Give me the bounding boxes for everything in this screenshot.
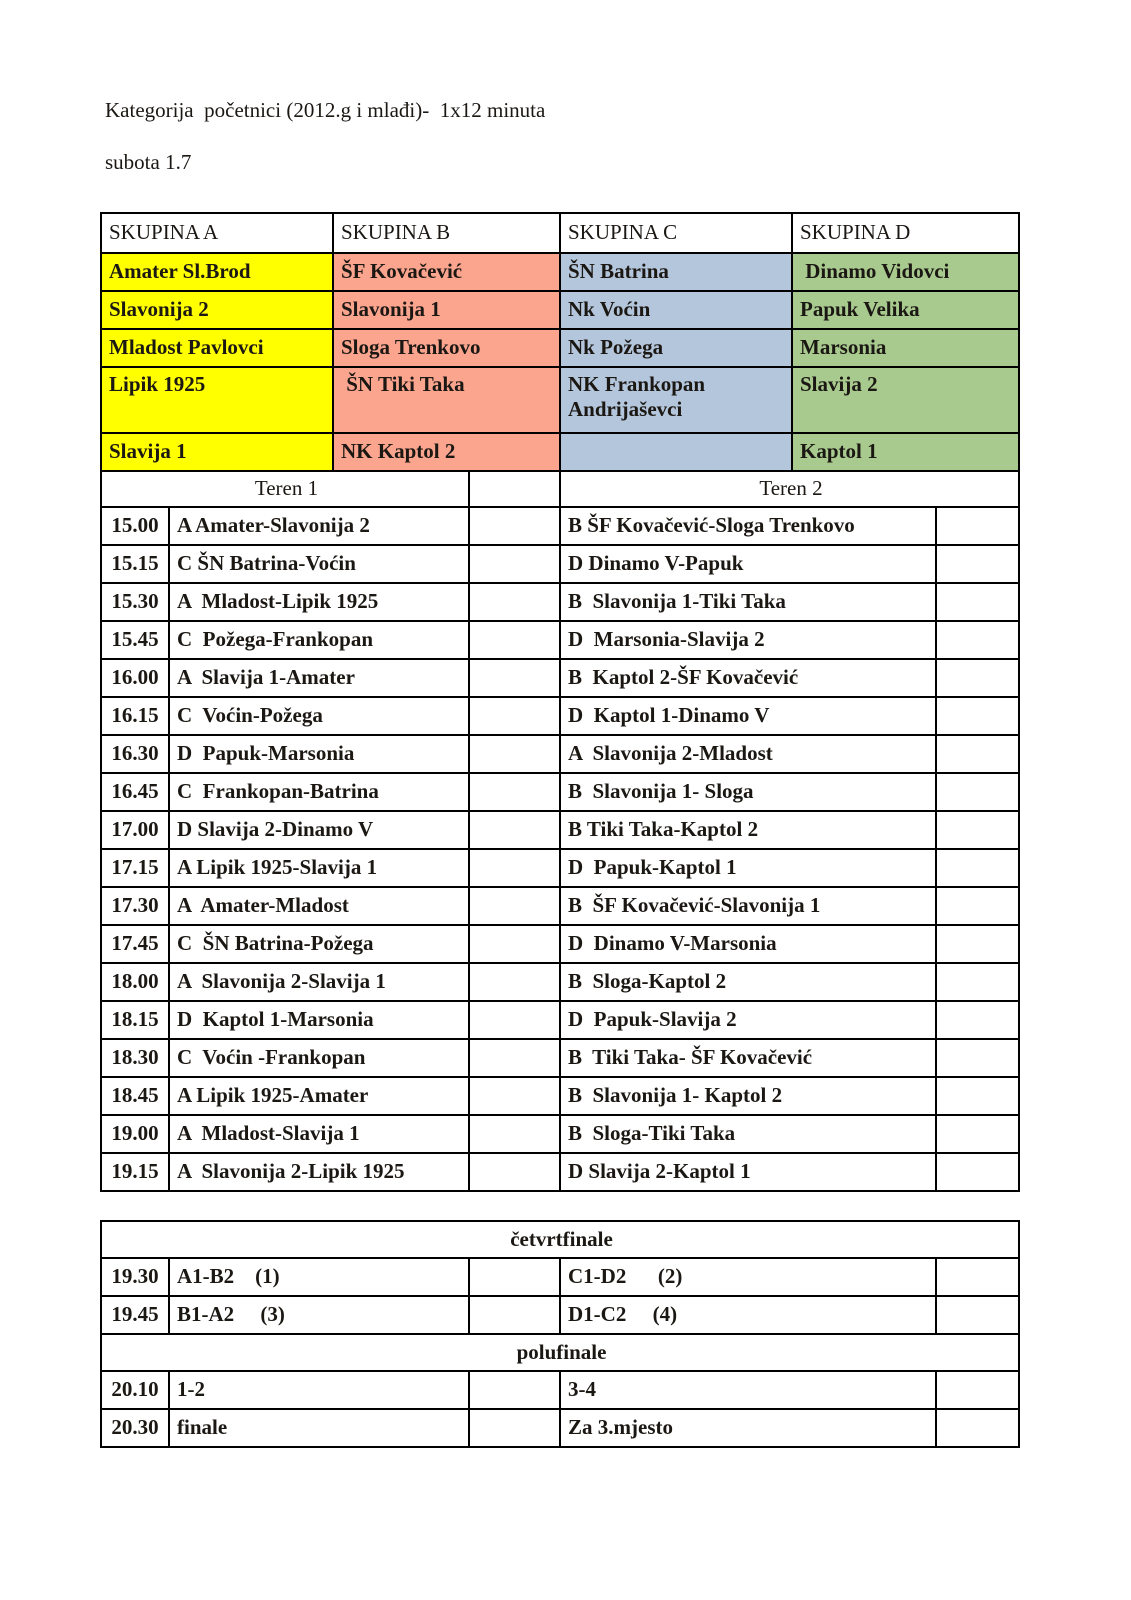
result-cell [469, 1371, 560, 1409]
schedule-row [101, 1001, 1019, 1039]
result-cell [936, 773, 1019, 811]
match-cell-teren1: A Amater-Mladost [169, 887, 469, 925]
playoff-section-row [101, 1334, 1019, 1371]
result-cell [469, 1258, 560, 1296]
match-cell-teren2: B Sloga-Kaptol 2 [560, 963, 936, 1001]
time-cell: 15.45 [101, 621, 169, 659]
time-cell: 16.15 [101, 697, 169, 735]
time-cell: 18.00 [101, 963, 169, 1001]
match-cell-teren1: A Lipik 1925-Amater [169, 1077, 469, 1115]
group-a-team-1: Amater Sl.Brod [101, 253, 333, 291]
schedule-row [101, 583, 1019, 621]
time-cell: 17.00 [101, 811, 169, 849]
result-cell [469, 887, 560, 925]
group-header-d: SKUPINA D [792, 213, 1019, 253]
group-b-team-5: NK Kaptol 2 [333, 433, 560, 471]
group-d-team-4: Slavija 2 [792, 367, 1019, 433]
match-cell-teren1: C Voćin -Frankopan [169, 1039, 469, 1077]
group-c-team-3: Nk Požega [560, 329, 792, 367]
group-d-team-3: Marsonia [792, 329, 1019, 367]
playoff-section-row [101, 1221, 1019, 1258]
result-cell [936, 887, 1019, 925]
match-cell-teren1: finale [169, 1409, 469, 1447]
time-cell: 15.15 [101, 545, 169, 583]
match-cell-teren2: B Slavonija 1- Sloga [560, 773, 936, 811]
match-cell-teren2: B ŠF Kovačević-Sloga Trenkovo [560, 507, 936, 545]
match-cell-teren2: B Tiki Taka- ŠF Kovačević [560, 1039, 936, 1077]
schedule-table [100, 470, 1020, 1192]
result-cell [469, 1296, 560, 1334]
time-cell: 18.45 [101, 1077, 169, 1115]
schedule-row [101, 735, 1019, 773]
match-cell-teren2: B Slavonija 1- Kaptol 2 [560, 1077, 936, 1115]
match-cell-teren1: A Amater-Slavonija 2 [169, 507, 469, 545]
time-cell: 19.30 [101, 1258, 169, 1296]
schedule-row [101, 659, 1019, 697]
match-cell-teren2: D Papuk-Slavija 2 [560, 1001, 936, 1039]
match-cell-teren2: C1-D2 (2) [560, 1258, 936, 1296]
schedule-row [101, 545, 1019, 583]
group-team-row [101, 291, 1019, 329]
match-cell-teren1: A Slavonija 2-Lipik 1925 [169, 1153, 469, 1191]
result-cell [469, 963, 560, 1001]
schedule-row [101, 1039, 1019, 1077]
match-cell-teren2: B Kaptol 2-ŠF Kovačević [560, 659, 936, 697]
result-cell [936, 1371, 1019, 1409]
schedule-row [101, 811, 1019, 849]
group-d-team-1: Dinamo Vidovci [792, 253, 1019, 291]
group-header-c: SKUPINA C [560, 213, 792, 253]
match-cell-teren2: B Tiki Taka-Kaptol 2 [560, 811, 936, 849]
group-team-row [101, 367, 1019, 433]
schedule-row [101, 1153, 1019, 1191]
result-cell [469, 811, 560, 849]
schedule-row [101, 963, 1019, 1001]
result-cell [936, 1258, 1019, 1296]
match-cell-teren2: D Slavija 2-Kaptol 1 [560, 1153, 936, 1191]
match-cell-teren1: C ŠN Batrina-Voćin [169, 545, 469, 583]
result-cell [469, 849, 560, 887]
match-cell-teren1: D Slavija 2-Dinamo V [169, 811, 469, 849]
result-cell [936, 1115, 1019, 1153]
result-cell [469, 1409, 560, 1447]
match-cell-teren1: A1-B2 (1) [169, 1258, 469, 1296]
group-a-team-4: Lipik 1925 [101, 367, 333, 433]
group-d-team-5: Kaptol 1 [792, 433, 1019, 471]
time-cell: 17.45 [101, 925, 169, 963]
result-cell [469, 583, 560, 621]
group-c-team-4: NK Frankopan Andrijaševci [560, 367, 792, 433]
result-cell [936, 1296, 1019, 1334]
result-cell [936, 1153, 1019, 1191]
schedule-row [101, 1077, 1019, 1115]
match-cell-teren1: A Mladost-Slavija 1 [169, 1115, 469, 1153]
time-cell: 15.30 [101, 583, 169, 621]
result-cell [469, 659, 560, 697]
groups-table [100, 212, 1020, 472]
result-cell [936, 545, 1019, 583]
match-cell-teren1: A Slavonija 2-Slavija 1 [169, 963, 469, 1001]
match-cell-teren2: D Kaptol 1-Dinamo V [560, 697, 936, 735]
result-cell [469, 697, 560, 735]
date-label: subota 1.7 [105, 150, 192, 174]
result-cell [469, 735, 560, 773]
result-cell [936, 659, 1019, 697]
result-cell [936, 1409, 1019, 1447]
match-cell-teren1: A Lipik 1925-Slavija 1 [169, 849, 469, 887]
match-cell-teren2: D Marsonia-Slavija 2 [560, 621, 936, 659]
group-a-team-3: Mladost Pavlovci [101, 329, 333, 367]
schedule-row [101, 1115, 1019, 1153]
schedule-row [101, 887, 1019, 925]
result-cell [469, 925, 560, 963]
schedule-row [101, 621, 1019, 659]
playoff-row [101, 1296, 1019, 1334]
match-cell-teren2: 3-4 [560, 1371, 936, 1409]
match-cell-teren1: A Slavija 1-Amater [169, 659, 469, 697]
result-cell [936, 1039, 1019, 1077]
match-cell-teren2: D Dinamo V-Marsonia [560, 925, 936, 963]
match-cell-teren1: B1-A2 (3) [169, 1296, 469, 1334]
match-cell-teren2: Za 3.mjesto [560, 1409, 936, 1447]
time-cell: 19.45 [101, 1296, 169, 1334]
result-cell [469, 621, 560, 659]
time-cell: 20.30 [101, 1409, 169, 1447]
teren-header-row [101, 471, 1019, 507]
group-c-empty-cell [560, 433, 792, 471]
result-cell [936, 507, 1019, 545]
semifinal-header: polufinale [101, 1334, 1019, 1371]
playoff-table [100, 1220, 1020, 1448]
time-cell: 19.15 [101, 1153, 169, 1191]
schedule-row [101, 925, 1019, 963]
group-a-team-5: Slavija 1 [101, 433, 333, 471]
group-header-a: SKUPINA A [101, 213, 333, 253]
playoff-row [101, 1371, 1019, 1409]
page-title: Kategorija početnici (2012.g i mlađi)- 1x12 minuta [105, 98, 546, 122]
result-cell [936, 811, 1019, 849]
group-a-team-2: Slavonija 2 [101, 291, 333, 329]
playoff-row [101, 1409, 1019, 1447]
result-cell [936, 849, 1019, 887]
time-cell: 19.00 [101, 1115, 169, 1153]
result-cell [936, 583, 1019, 621]
group-team-row [101, 433, 1019, 471]
result-cell [469, 545, 560, 583]
match-cell-teren1: A Mladost-Lipik 1925 [169, 583, 469, 621]
match-cell-teren1: C ŠN Batrina-Požega [169, 925, 469, 963]
result-cell [469, 507, 560, 545]
match-cell-teren2: A Slavonija 2-Mladost [560, 735, 936, 773]
result-cell [469, 1039, 560, 1077]
match-cell-teren1: C Frankopan-Batrina [169, 773, 469, 811]
teren1-label: Teren 1 [101, 471, 469, 507]
result-cell [469, 1001, 560, 1039]
quarterfinal-header: četvrtfinale [101, 1221, 1019, 1258]
match-cell-teren2: B Sloga-Tiki Taka [560, 1115, 936, 1153]
result-cell [469, 1153, 560, 1191]
schedule-row [101, 849, 1019, 887]
group-b-team-4: ŠN Tiki Taka [333, 367, 560, 433]
result-cell [936, 963, 1019, 1001]
time-cell: 18.30 [101, 1039, 169, 1077]
time-cell: 15.00 [101, 507, 169, 545]
group-b-team-3: Sloga Trenkovo [333, 329, 560, 367]
result-cell [936, 697, 1019, 735]
match-cell-teren1: D Kaptol 1-Marsonia [169, 1001, 469, 1039]
result-cell [469, 773, 560, 811]
schedule-row [101, 773, 1019, 811]
match-cell-teren2: B Slavonija 1-Tiki Taka [560, 583, 936, 621]
match-cell-teren2: B ŠF Kovačević-Slavonija 1 [560, 887, 936, 925]
group-b-team-2: Slavonija 1 [333, 291, 560, 329]
group-header-row [101, 213, 1019, 253]
time-cell: 16.30 [101, 735, 169, 773]
match-cell-teren1: 1-2 [169, 1371, 469, 1409]
group-header-b: SKUPINA B [333, 213, 560, 253]
teren2-label: Teren 2 [560, 471, 1019, 507]
time-cell: 17.30 [101, 887, 169, 925]
time-cell: 16.00 [101, 659, 169, 697]
group-team-row [101, 253, 1019, 291]
match-cell-teren2: D Papuk-Kaptol 1 [560, 849, 936, 887]
group-c-team-1: ŠN Batrina [560, 253, 792, 291]
result-cell [936, 621, 1019, 659]
playoff-row [101, 1258, 1019, 1296]
schedule-row [101, 507, 1019, 545]
match-cell-teren2: D Dinamo V-Papuk [560, 545, 936, 583]
schedule-row [101, 697, 1019, 735]
match-cell-teren2: D1-C2 (4) [560, 1296, 936, 1334]
time-cell: 16.45 [101, 773, 169, 811]
time-cell: 18.15 [101, 1001, 169, 1039]
match-cell-teren1: C Voćin-Požega [169, 697, 469, 735]
group-d-team-2: Papuk Velika [792, 291, 1019, 329]
result-cell [936, 1077, 1019, 1115]
result-cell [936, 1001, 1019, 1039]
teren-gap-cell [469, 471, 560, 507]
match-cell-teren1: C Požega-Frankopan [169, 621, 469, 659]
time-cell: 20.10 [101, 1371, 169, 1409]
group-b-team-1: ŠF Kovačević [333, 253, 560, 291]
match-cell-teren1: D Papuk-Marsonia [169, 735, 469, 773]
result-cell [936, 735, 1019, 773]
result-cell [469, 1115, 560, 1153]
result-cell [936, 925, 1019, 963]
time-cell: 17.15 [101, 849, 169, 887]
group-c-team-2: Nk Voćin [560, 291, 792, 329]
result-cell [469, 1077, 560, 1115]
group-team-row [101, 329, 1019, 367]
